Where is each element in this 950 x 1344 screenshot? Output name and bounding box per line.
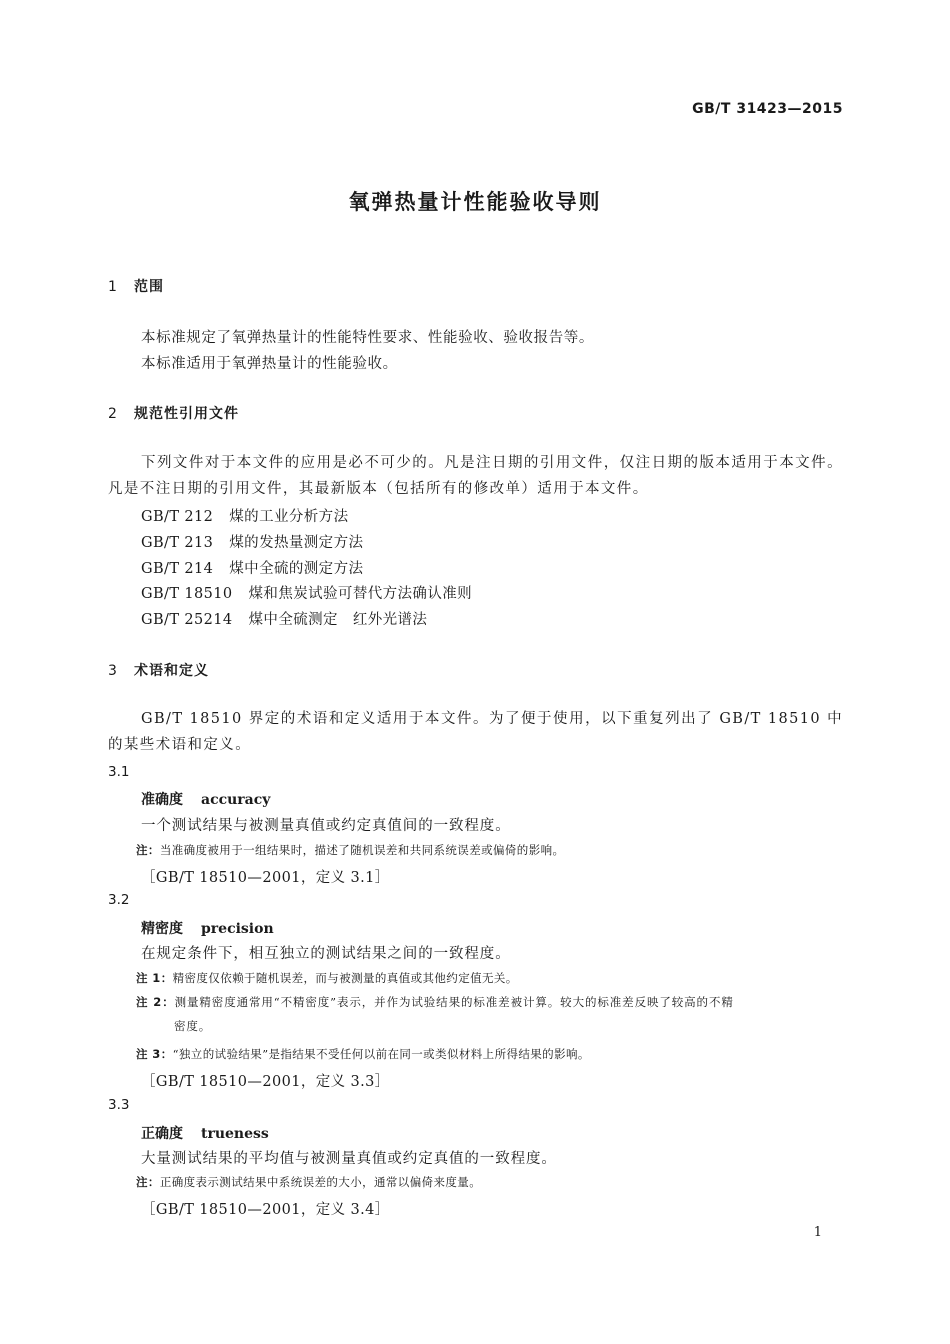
section-3-heading — [108, 660, 209, 680]
note-text: 测量精密度通常用“不精密度”表示，并作为试验结果的标准差被计算。较大的标准差反映了较高的不精 — [174, 995, 734, 1009]
term-heading — [141, 918, 274, 938]
term-chinese: 准确度 — [141, 792, 183, 808]
note-label: 注 1： — [136, 971, 173, 985]
section-title: 术语和定义 — [134, 663, 209, 679]
term-definition: 一个测试结果与被测量真值或约定真值间的一致程度。 — [141, 818, 511, 834]
reference-title: 煤和焦炭试验可替代方法确认准则 — [248, 586, 473, 602]
term-note — [136, 990, 843, 1038]
note-text: “独立的试验结果”是指结果不受任何以前在同一或类似材料上所得结果的影响。 — [172, 1047, 590, 1061]
reference-item — [141, 608, 427, 629]
term-english: trueness — [201, 1126, 269, 1142]
standard-number: GB/T 31423—2015 — [692, 101, 843, 117]
note-text: 当准确度被用于一组结果时，描述了随机误差和共同系统误差或偏倚的影响。 — [159, 843, 565, 857]
section-number: 3 — [108, 663, 118, 679]
term-heading — [141, 789, 270, 809]
section-number: 2 — [108, 406, 118, 422]
note-text-continuation: 密度。 — [174, 1019, 212, 1033]
term-note — [136, 842, 564, 858]
reference-item — [141, 505, 348, 526]
section-title: 规范性引用文件 — [134, 406, 239, 422]
document-title: 氧弹热量计性能验收导则 — [348, 190, 602, 214]
term-english: accuracy — [201, 792, 271, 808]
reference-code: GB/T 18510 — [141, 586, 233, 602]
reference-title: 煤中全硫的测定方法 — [229, 561, 364, 577]
term-chinese: 正确度 — [141, 1126, 183, 1142]
note-text: 精密度仅依赖于随机误差，而与被测量的真值或其他约定值无关。 — [172, 971, 518, 985]
reference-code: GB/T 213 — [141, 535, 214, 551]
note-text: 正确度表示测试结果中系统误差的大小，通常以偏倚来度量。 — [159, 1175, 482, 1189]
scope-paragraph-1: 本标准规定了氧弹热量计的性能特性要求、性能验收、验收报告等。 — [141, 330, 594, 346]
clause-number: 3.3 — [108, 1097, 130, 1113]
note-label: 注 2： — [136, 995, 175, 1009]
term-note — [136, 970, 518, 986]
reference-item — [141, 531, 363, 552]
page-number: 1 — [813, 1225, 822, 1240]
reference-item — [141, 582, 472, 603]
note-label: 注： — [136, 1175, 160, 1189]
term-source: ［GB/T 18510—2001，定义 3.3］ — [141, 1074, 390, 1090]
term-source: ［GB/T 18510—2001，定义 3.4］ — [141, 1202, 390, 1218]
term-note — [136, 1174, 481, 1190]
reference-item — [141, 557, 363, 578]
clause-number: 3.1 — [108, 764, 130, 780]
terms-intro: GB/T 18510 界定的术语和定义适用于本文件。为了便于使用，以下重复列出了 GB/T 18510 中的某些术语和定义。 — [108, 711, 843, 753]
reference-code: GB/T 212 — [141, 509, 214, 525]
term-english: precision — [201, 921, 274, 937]
reference-title: 煤中全硫测定 红外光谱法 — [248, 612, 428, 628]
section-number: 1 — [108, 279, 118, 295]
note-label: 注 3： — [136, 1047, 173, 1061]
reference-title: 煤的发热量测定方法 — [229, 535, 364, 551]
section-2-heading — [108, 403, 239, 423]
reference-code: GB/T 25214 — [141, 612, 233, 628]
references-intro: 下列文件对于本文件的应用是必不可少的。凡是注日期的引用文件，仅注日期的版本适用于本文件。凡是不注日期的引用文件，其最新版本（包括所有的修改单）适用于本文件。 — [108, 455, 843, 497]
section-title: 范围 — [134, 279, 164, 295]
term-note — [136, 1046, 590, 1062]
reference-code: GB/T 214 — [141, 561, 214, 577]
term-definition: 在规定条件下，相互独立的测试结果之间的一致程度。 — [141, 946, 511, 962]
reference-title: 煤的工业分析方法 — [229, 509, 349, 525]
scope-paragraph-2: 本标准适用于氧弹热量计的性能验收。 — [141, 356, 398, 372]
note-label: 注： — [136, 843, 160, 857]
clause-number: 3.2 — [108, 892, 130, 908]
term-definition: 大量测试结果的平均值与被测量真值或约定真值的一致程度。 — [141, 1151, 557, 1167]
term-heading — [141, 1123, 269, 1143]
term-chinese: 精密度 — [141, 921, 183, 937]
term-source: ［GB/T 18510—2001，定义 3.1］ — [141, 870, 390, 886]
section-1-heading — [108, 276, 164, 296]
